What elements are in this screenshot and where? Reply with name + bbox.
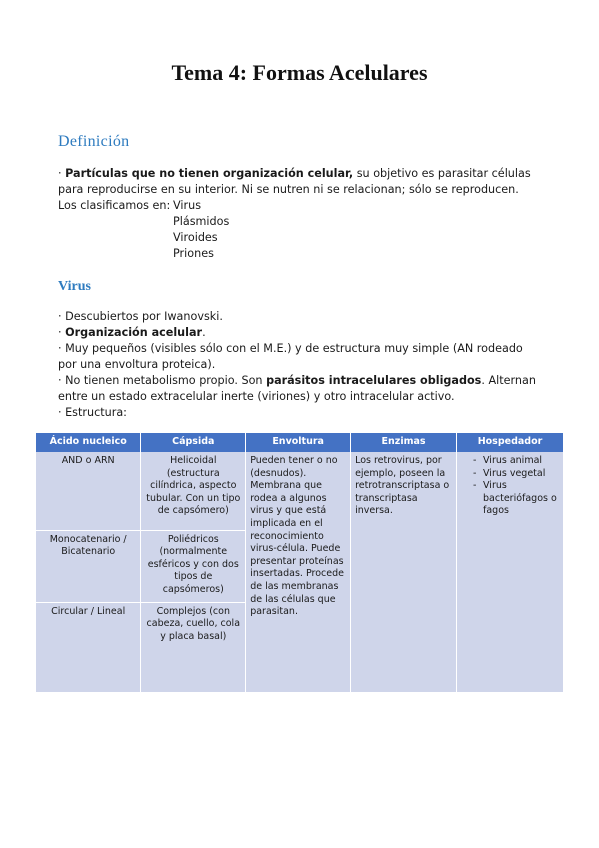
clasificacion-item: Plásmidos bbox=[173, 215, 230, 228]
cell-acido-nucleico: AND o ARN bbox=[36, 452, 141, 530]
section-heading-definicion: Definición bbox=[58, 133, 130, 150]
virus-bullet-tamano-line2: por una envoltura proteica). bbox=[58, 358, 216, 371]
bullet-suffix: . bbox=[202, 326, 206, 339]
definicion-bold-text: Partículas que no tienen organización celular, bbox=[65, 167, 354, 180]
header-hospedador: Hospedador bbox=[457, 433, 564, 452]
list-item: - Virus bacteriófagos o fagos bbox=[473, 480, 559, 518]
list-item: - Virus vegetal bbox=[473, 468, 559, 481]
clasificacion-item: Priones bbox=[173, 247, 214, 260]
virus-bullet-metabolismo-line2: entre un estado extracelular inerte (viriones) y otro intracelular activo. bbox=[58, 390, 455, 403]
table-row bbox=[36, 452, 564, 530]
definicion-paragraph-line1 bbox=[58, 166, 531, 182]
virus-bullet-descubiertos: · Descubiertos por Iwanovski. bbox=[58, 310, 223, 323]
cell-acido-nucleico: Monocatenario / Bicatenario bbox=[36, 530, 141, 602]
cell-acido-nucleico: Circular / Lineal bbox=[36, 602, 141, 692]
organizacion-bold-text: Organización acelular bbox=[65, 326, 203, 339]
virus-bullet-metabolismo-line1 bbox=[58, 373, 536, 389]
clasificacion-label: Los clasificamos en: bbox=[58, 199, 171, 212]
bullet-suffix: . Alternan bbox=[481, 374, 536, 387]
bullet-text: · No tienen metabolismo propio. Son bbox=[58, 374, 267, 387]
virus-bullet-organizacion bbox=[58, 325, 206, 341]
cell-capsida: Helicoidal (estructura cilíndrica, aspecto tubular. Con un tipo de capsómero) bbox=[141, 452, 246, 530]
virus-bullet-estructura: · Estructura: bbox=[58, 406, 127, 419]
section-heading-virus: Virus bbox=[58, 279, 91, 294]
header-capsida: Cápsida bbox=[141, 433, 246, 452]
header-acido-nucleico: Ácido nucleico bbox=[36, 433, 141, 452]
cell-enzimas: Los retrovirus, por ejemplo, poseen la retrotranscriptasa o transcriptasa inversa. bbox=[351, 452, 457, 692]
header-envoltura: Envoltura bbox=[246, 433, 351, 452]
definicion-text: su objetivo es parasitar células bbox=[353, 167, 531, 180]
clasificacion-item: Viroides bbox=[173, 231, 218, 244]
header-enzimas: Enzimas bbox=[351, 433, 457, 452]
estructura-table bbox=[36, 433, 564, 692]
cell-capsida: Complejos (con cabeza, cuello, cola y placa basal) bbox=[141, 602, 246, 692]
cell-hospedador bbox=[457, 452, 564, 692]
clasificacion-item: Virus bbox=[173, 199, 202, 212]
cell-capsida: Poliédricos (normalmente esféricos y con dos tipos de capsómeros) bbox=[141, 530, 246, 602]
table-header-row bbox=[36, 433, 564, 452]
bullet-prefix: · bbox=[58, 326, 66, 339]
definicion-paragraph-line2: para reproducirse en su interior. Ni se nutren ni se relacionan; sólo se reproducen. bbox=[58, 183, 519, 196]
list-item: - Virus animal bbox=[473, 455, 559, 468]
hospedador-list bbox=[461, 455, 559, 518]
cell-envoltura: Pueden tener o no (desnudos). Membrana que rodea a algunos virus y que está implicada en el reconocimiento virus-célula. Puede presentar proteínas insertadas. Procede de las membranas de las células que parasitan. bbox=[246, 452, 351, 692]
virus-bullet-tamano-line1: · Muy pequeños (visibles sólo con el M.E.) y de estructura muy simple (AN rodeado bbox=[58, 342, 523, 355]
page-title: Tema 4: Formas Acelulares bbox=[171, 60, 428, 85]
parasitos-bold-text: parásitos intracelulares obligados bbox=[266, 374, 482, 387]
bullet-prefix: · bbox=[58, 167, 66, 180]
